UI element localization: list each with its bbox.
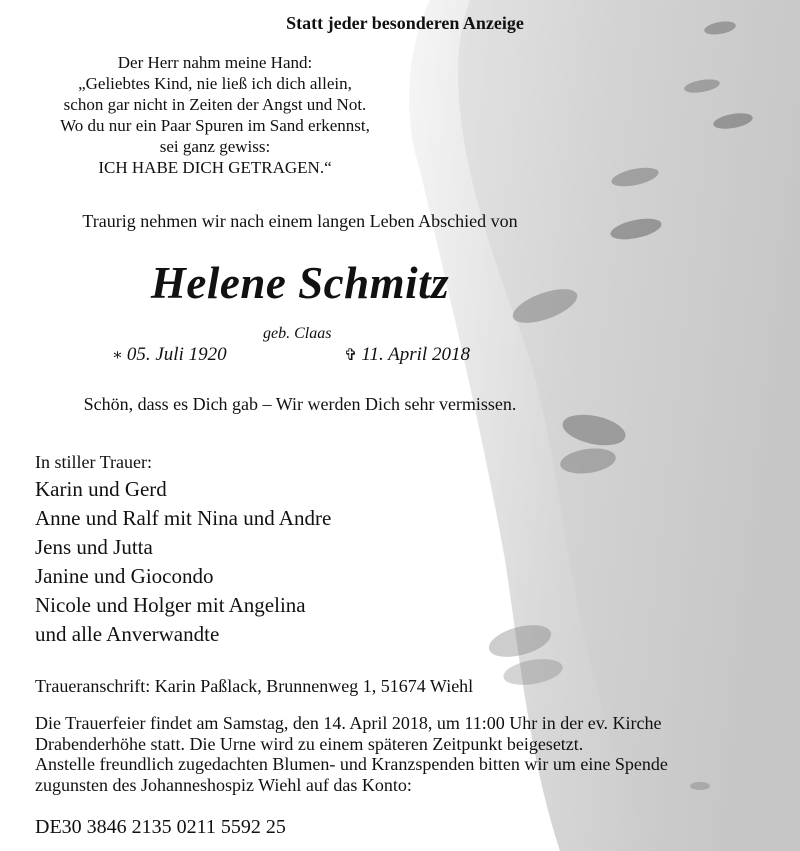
notes-line: Drabenderhöhe statt. Die Urne wird zu einem späteren Zeitpunkt beigesetzt. xyxy=(35,733,584,754)
ceremony-notes xyxy=(35,713,668,795)
poem-line: ICH HABE DICH GETRAGEN.“ xyxy=(98,158,332,177)
donation-iban: DE30 3846 2135 0211 5592 25 xyxy=(35,816,286,838)
birth-date: 05. Juli 1920 xyxy=(126,344,227,365)
mourner-name: Karin und Gerd xyxy=(35,477,167,501)
mourners-list xyxy=(35,475,331,649)
death-cross-icon: ✞ xyxy=(344,347,358,364)
mourner-name: Janine und Giocondo xyxy=(35,564,214,588)
birth-star-icon: ∗ xyxy=(112,347,123,364)
poem-line: Wo du nur ein Paar Spuren im Sand erkennst, xyxy=(60,116,370,135)
poem xyxy=(0,52,430,178)
mourner-name: Anne und Ralf mit Nina und Andre xyxy=(35,506,332,530)
maiden-name: geb. Claas xyxy=(263,325,332,342)
mourner-name: Jens und Jutta xyxy=(35,535,153,559)
mourners-label: In stiller Trauer: xyxy=(35,452,152,472)
mourner-name: und alle Anverwandte xyxy=(35,622,220,646)
death-date-line xyxy=(344,344,470,366)
poem-line: „Geliebtes Kind, nie ließ ich dich allein, xyxy=(78,74,352,93)
mourning-address: Traueranschrift: Karin Paßlack, Brunnenweg 1, 51674 Wiehl xyxy=(35,676,474,696)
poem-line: sei ganz gewiss: xyxy=(159,137,271,156)
poem-line: Der Herr nahm meine Hand: xyxy=(117,53,313,72)
notes-line: Anstelle freundlich zugedachten Blumen- und Kranzspenden bitten wir um eine Spende xyxy=(35,754,668,774)
notes-line: Die Trauerfeier findet am Samstag, den 14. April 2018, um 11:00 Uhr in der ev. Kirche xyxy=(35,713,662,733)
header-title: Statt jeder besonderen Anzeige xyxy=(286,13,524,33)
poem-line: schon gar nicht in Zeiten der Angst und Not. xyxy=(63,95,367,114)
death-date: 11. April 2018 xyxy=(361,344,470,365)
birth-date-line xyxy=(112,344,227,366)
mourner-name: Nicole und Holger mit Angelina xyxy=(35,593,306,617)
deceased-name: Helene Schmitz xyxy=(150,258,450,308)
remembrance-quote: Schön, dass es Dich gab – Wir werden Dich sehr vermissen. xyxy=(83,394,517,414)
notes-line: zugunsten des Johanneshospiz Wiehl auf das Konto: xyxy=(35,774,412,795)
farewell-intro: Traurig nehmen wir nach einem langen Leben Abschied von xyxy=(82,211,518,231)
